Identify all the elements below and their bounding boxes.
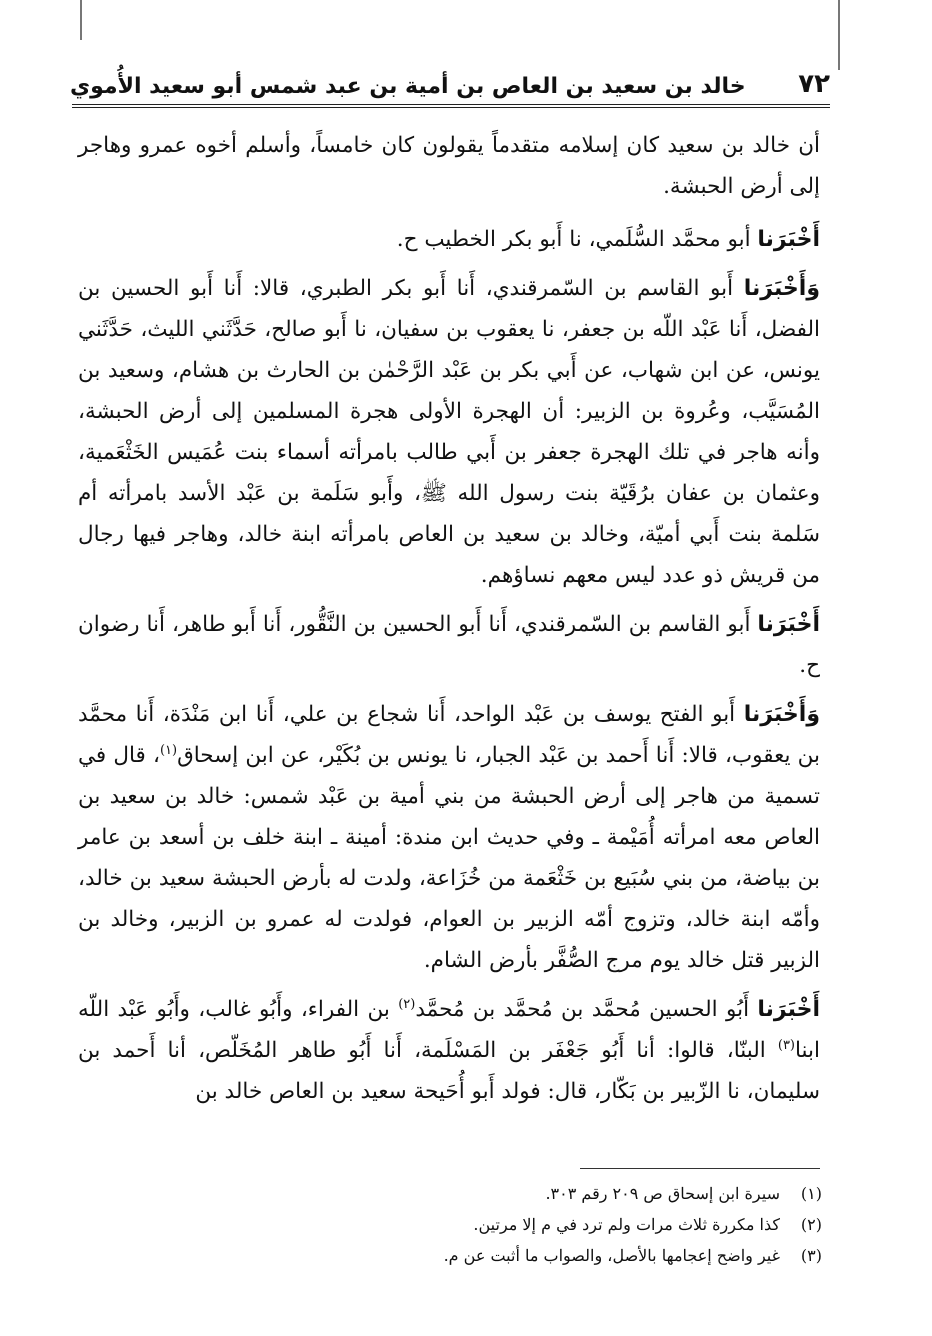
paragraph-text: أَبو القاسم بن السّمرقندي، أَنا أَبو بكر الطبري، قالا: أَنا أَبو الحسين بن الفضل، أَنا عَبْد اللّه بن جعفر، نا يعقوب بن سفيان، نا أَبو صالح، حَدَّثَني الليث، حَدَّثَني يونس، عن ابن شهاب، عن أَبي بكر بن عَبْد الرَّحْمٰن بن الحارث بن هشام، وسعيد بن المُسَيَّب، وعُروة بن الزبير: أن الهجرة الأولى هجرة المسلمين إلى أرض الحبشة، وأنه هاجر في تلك الهجرة جعفر بن أَبي طالب بامرأته أسماء بنت عُمَيس الخَثْعَمية، وعثمان بن عفان برُقَيّة بنت رسول الله ﷺ، وأَبو سَلَمة بن عَبْد الأسد بامرأته أم سَلمة بنت أَبي أميّة، وخالد بن سعيد بن العاص بامرأته ابنة خالد، وهاجر فيها رجال من قريش ذو عدد ليس معهم نساؤهم. <box>78 276 820 588</box>
paragraph-text: أبو محمَّد السُّلَمي، نا أَبو بكر الخطيب ح. <box>396 227 758 252</box>
footnote-ref-2[interactable]: (٢) <box>398 996 416 1012</box>
paragraph-5 <box>78 694 820 981</box>
page-header <box>70 55 830 99</box>
paragraph-3 <box>78 268 820 596</box>
scan-edge-mark-left <box>80 0 82 40</box>
footnote-number: (٣) <box>800 1246 822 1265</box>
footnotes <box>300 1178 822 1271</box>
footnote-number: (١) <box>800 1184 822 1203</box>
paragraph-text: البنّا، قالوا: أنا أَبُو جَعْفَر بن المَسْلَمة، أَنا أَبُو طاهر المُخَلّص، أنا أَحمد بن سليمان، نا الزّبير بن بَكّار، قال: فولد أَبو أُحَيحة سعيد بن العاص خالد بن <box>78 1038 820 1104</box>
narration-keyword: أَخْبَرَنا <box>757 612 820 637</box>
paragraph-2 <box>78 219 820 260</box>
footnote-text: سيرة ابن إسحاق ص ٢٠٩ رقم ٣٠٣. <box>545 1184 780 1203</box>
narration-keyword: وَأَخْبَرَنا <box>743 276 820 301</box>
footnote-number: (٢) <box>800 1215 822 1234</box>
main-text <box>78 125 820 1112</box>
narration-keyword: وَأَخْبَرَنا <box>743 702 820 727</box>
scan-edge-mark-right <box>838 0 840 70</box>
footnote-text: غير واضح إعجامها بالأصل، والصواب ما أثبت عن م. <box>443 1246 780 1265</box>
footnote-2 <box>300 1209 822 1240</box>
paragraph-text: أَبُو الحسين مُحمَّد بن مُحمَّد بن مُحمَّد <box>415 997 758 1022</box>
paragraph-text: أَبو الفتح يوسف بن عَبْد الواحد، أَنا شجاع بن علي، أَنا ابن مَنْدَة، أَنا محمَّد بن يعقوب، قالا: أَنا أَحمد بن عَبْد الجبار، نا يونس بن بُكَيْر، عن ابن إسحاق <box>78 702 820 768</box>
paragraph-text: أَبو القاسم بن السّمرقندي، أَنا أَبو الحسين بن النَّقُّور، أَنا أَبو طاهر، أَنا رضوان ح. <box>78 612 820 678</box>
paragraph-1 <box>78 125 820 207</box>
page-number: ٧٢ <box>798 69 830 99</box>
paragraph-text: أن خالد بن سعيد كان إسلامه متقدماً يقولون كان خامساً، وأسلم أخوه عمرو وهاجر إلى أرض الحبشة. <box>78 133 820 199</box>
narration-keyword: أَخْبَرَنا <box>757 997 820 1022</box>
footnote-rule <box>580 1168 820 1169</box>
footnote-text: كذا مكررة ثلاث مرات ولم ترد في م إلا مرتين. <box>473 1215 780 1234</box>
narration-keyword: أَخْبَرَنا <box>757 227 820 252</box>
footnote-ref-3[interactable]: (٣) <box>777 1037 795 1053</box>
footnote-3 <box>300 1240 822 1271</box>
paragraph-6 <box>78 989 820 1112</box>
paragraph-4 <box>78 604 820 686</box>
footnote-1 <box>300 1178 822 1209</box>
footnote-ref-1[interactable]: (١) <box>159 742 178 758</box>
paragraph-text: بن الفراء، وأَبُو غالب، وأَبُو عَبْد اللّه ابنا <box>78 997 820 1063</box>
paragraph-text: ، قال في تسمية من هاجر إلى أرض الحبشة من بني أمية بن عَبْد شمس: خالد بن سعيد بن العاص معه امرأته أُمَيْمة ـ وفي حديث ابن مندة: أمينة ـ ابنة خلف بن أسعد بن عامر بن بياضة، من بني سُبَيع بن خَثْعَمة من خُزَاعة، ولدت له بأرض الحبشة سعيد بن خالد، وأمّه ابنة خالد، وتزوج أمّه الزبير بن العوام، فولدت له عمرو بن الزبير، وخالد بن الزبير قتل خالد يوم مرج الصُّفَّر بأرض الشام. <box>78 743 820 973</box>
header-rule <box>72 104 830 108</box>
running-title: خالد بن سعيد بن العاص بن أمية بن عبد شمس أبو سعيد الأُموي <box>70 74 746 99</box>
